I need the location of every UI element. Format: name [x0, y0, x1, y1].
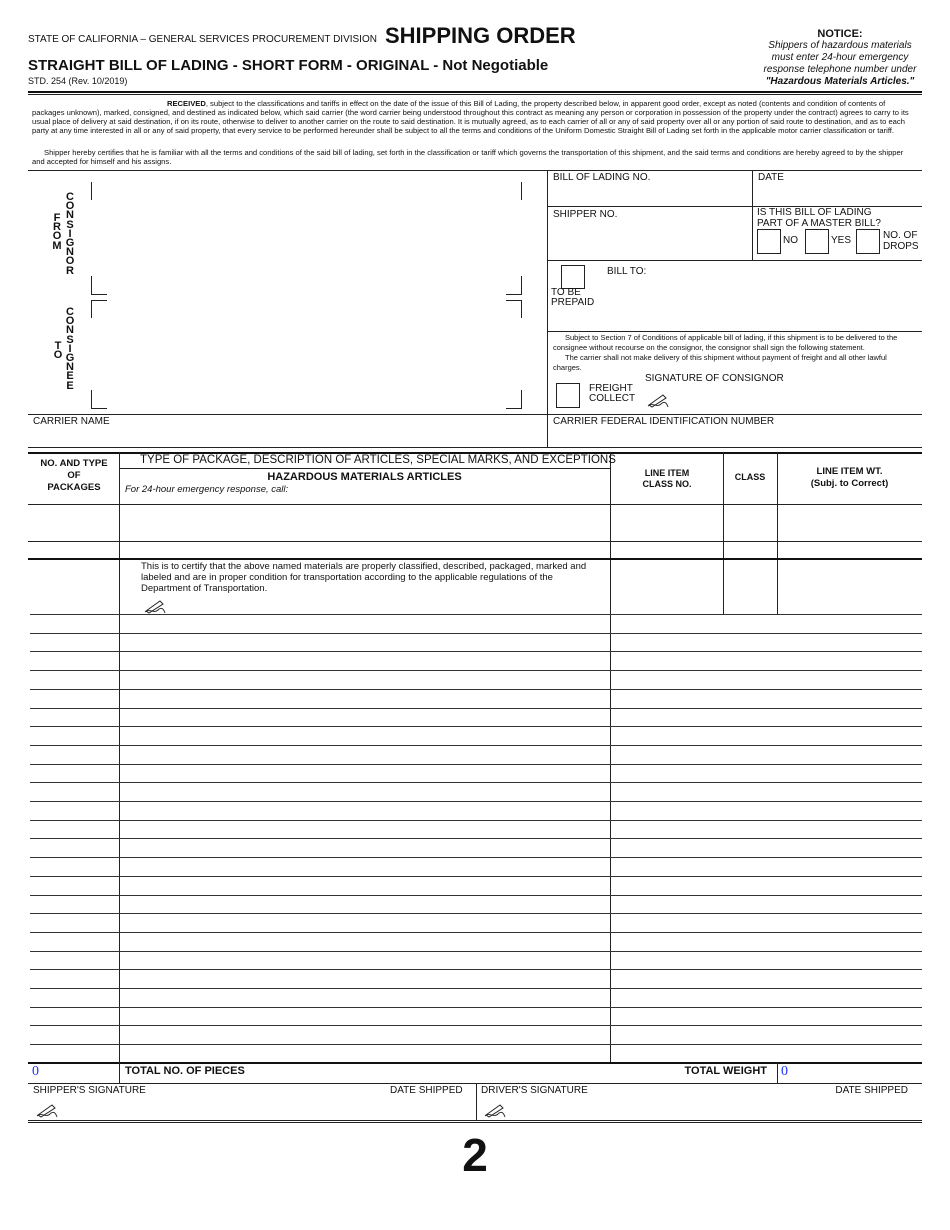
page-number: 2: [462, 1129, 488, 1181]
signature-of-consignor-label: SIGNATURE OF CONSIGNOR: [645, 373, 784, 384]
item-row-rule: [30, 651, 922, 652]
table-row: [28, 541, 922, 542]
total-pieces-label: TOTAL NO. OF PIECES: [125, 1065, 245, 1077]
section7-text-1: Subject to Section 7 of Conditions of applicable bill of lading, if this shipment is to be delivered to the consignee without recourse on the consignor, the consignor shall sign the following statement.: [553, 333, 898, 352]
item-row-rule: [30, 670, 922, 671]
bracket: [91, 182, 92, 200]
notice-line: Shippers of hazardous materials: [768, 40, 912, 51]
item-row-rule: [30, 876, 922, 877]
received-terms: [32, 99, 916, 135]
received-text: , subject to the classifications and tariffs in effect on the date of the issue of this Bill of Lading, the property described below, in apparent good order, except as noted (contents and condition of contents of packages unknown), marked, consigned, and destined as indicated below, which said carrier (the word carrier being understood throughout this contract as meaning any person or corporation in possession of the property under the contract) agrees to carry to its usual place of delivery at said destination, if on its route, otherwise to deliver to another carrier on the route to said destination. It is mutually agreed, as to each carrier of all or any of said property over all or any portion of said route to destination, and as to each party at any time interested in all or any of said property, that every service to be performed hereunder shall be subject to all the terms and conditions of the Uniform Domestic Straight Bill of Lading set forth in the applicable motor carrier classification or tariff.: [32, 99, 909, 135]
item-row-rule: [30, 913, 922, 914]
bracket: [91, 300, 107, 301]
total-weight-value[interactable]: 0: [781, 1064, 788, 1079]
footer-rule: [28, 1122, 922, 1123]
notice-line: response telephone number under: [763, 64, 917, 75]
bracket: [521, 390, 522, 408]
item-row-rule: [30, 782, 922, 783]
item-row-rule: [30, 857, 922, 858]
shipper-certification: Shipper hereby certifies that he is familiar with all the terms and conditions of the said bill of lading, set forth in the classification or tariff which governs the transportation of this shipment, and the said terms and conditions are hereby agreed to by the shipper and accepted for himself and his assigns.: [32, 148, 904, 166]
notice-title: NOTICE:: [817, 28, 863, 40]
section7-statement: [553, 333, 915, 373]
freight-collect-2: COLLECT: [589, 393, 636, 404]
form-id: STD. 254 (Rev. 10/2019): [28, 76, 128, 86]
item-row-rule: [30, 764, 922, 765]
header-divider: [28, 94, 922, 95]
date-label: DATE: [758, 172, 784, 183]
bill-to-label: BILL TO:: [607, 266, 647, 277]
agency-name: STATE OF CALIFORNIA – GENERAL SERVICES PROCUREMENT DIVISION: [28, 34, 377, 45]
col-class-no-1: LINE ITEM: [644, 468, 690, 478]
hazmat-notice: [760, 28, 920, 88]
freight-collect-label: [589, 384, 635, 404]
bracket: [91, 294, 107, 295]
item-row-rule: [30, 708, 922, 709]
received-word: RECEIVED: [167, 99, 206, 108]
col-class-header: CLASS: [734, 472, 766, 482]
bracket: [506, 408, 522, 409]
shipper-no-label: SHIPPER NO.: [553, 209, 618, 220]
panel-divider: [752, 170, 753, 260]
item-row-rule: [30, 988, 922, 989]
col-wt-2: (Subj. to Correct): [810, 478, 889, 489]
item-row-rule: [30, 745, 922, 746]
section-divider: [547, 170, 548, 447]
hazmat-row-bottom: [28, 558, 922, 560]
bracket: [91, 408, 107, 409]
drops-label-1: NO. OF: [883, 230, 918, 241]
total-weight-label: TOTAL WEIGHT: [684, 1065, 767, 1077]
certification-statement: This is to certify that the above named materials are properly classified, described, packaged, marked and labeled and are in proper condition for transportation according to the applicable regulations of the Department of Transportation.: [141, 561, 587, 594]
from-label: F R O M: [52, 212, 62, 252]
item-row-rule: [30, 1007, 922, 1008]
col-packages-3: PACKAGES: [47, 482, 101, 493]
signature-pen-icon[interactable]: [36, 1102, 58, 1118]
item-row-rule: [30, 838, 922, 839]
panel-rule: [547, 331, 922, 332]
bracket: [506, 300, 522, 301]
number-of-drops-field[interactable]: [856, 229, 880, 254]
carrier-fein-label: CARRIER FEDERAL IDENTIFICATION NUMBER: [553, 416, 775, 427]
freight-collect-checkbox[interactable]: [556, 383, 580, 408]
panel-rule: [547, 260, 922, 261]
bracket: [91, 300, 92, 318]
master-bill-no-checkbox[interactable]: [757, 229, 781, 254]
bracket: [521, 300, 522, 318]
to-be-prepaid-label: [551, 288, 594, 308]
date-shipped-label-driver: DATE SHIPPED: [835, 1085, 908, 1096]
to-label: T O: [53, 340, 63, 362]
col-description-header: TYPE OF PACKAGE, DESCRIPTION OF ARTICLES, SPECIAL MARKS, AND EXCEPTIONS: [140, 454, 616, 466]
item-row-rule: [30, 951, 922, 952]
drivers-signature-label: DRIVER'S SIGNATURE: [481, 1085, 588, 1096]
bracket: [506, 294, 522, 295]
item-row-rule: [30, 1044, 922, 1045]
signature-pen-icon[interactable]: [647, 392, 669, 408]
header-rule: [119, 468, 610, 469]
col-divider: [777, 1062, 778, 1083]
item-row-rule: [30, 895, 922, 896]
item-row-rule: [30, 969, 922, 970]
col-divider: [119, 1062, 120, 1083]
master-bill-q1: IS THIS BILL OF LADING: [757, 207, 872, 218]
item-row-rule: [30, 726, 922, 727]
totals-bottom-rule: [28, 1083, 922, 1084]
no-label: NO: [783, 235, 798, 246]
bill-of-lading-no-label: BILL OF LADING NO.: [553, 172, 651, 183]
emergency-response-label: For 24-hour emergency response, call:: [125, 484, 289, 495]
bracket: [91, 276, 92, 294]
table-header-bottom: [28, 504, 922, 505]
section-rule: [28, 414, 922, 415]
signature-pen-icon[interactable]: [144, 598, 166, 614]
carrier-name-label: CARRIER NAME: [33, 416, 110, 427]
item-row-rule: [30, 801, 922, 802]
date-shipped-label: DATE SHIPPED: [390, 1085, 463, 1096]
col-divider: [610, 452, 611, 1062]
col-packages-2: OF: [67, 470, 81, 481]
item-row-rule: [30, 932, 922, 933]
col-packages-1: NO. AND TYPE: [40, 458, 108, 469]
drops-label: [883, 230, 919, 252]
signature-pen-icon[interactable]: [484, 1102, 506, 1118]
footer-divider: [476, 1083, 477, 1120]
item-row-rule: [30, 614, 922, 615]
to-be-prepaid-checkbox[interactable]: [561, 265, 585, 289]
total-pieces-value[interactable]: 0: [32, 1064, 39, 1079]
bracket: [521, 182, 522, 200]
yes-label: YES: [831, 235, 852, 246]
item-row-rule: [30, 689, 922, 690]
consignee-label: C O N S I G N E E: [65, 306, 75, 392]
bracket: [91, 390, 92, 408]
drops-label-2: DROPS: [883, 241, 919, 252]
item-row-rule: [30, 633, 922, 634]
col-class-no-header: [612, 468, 722, 490]
prepaid-label-2: PREPAID: [551, 297, 595, 308]
section-rule: [28, 170, 922, 171]
col-hazmat-header: HAZARDOUS MATERIALS ARTICLES: [267, 471, 462, 483]
col-wt-1: LINE ITEM WT.: [816, 466, 883, 477]
footer-rule: [28, 1120, 922, 1121]
shippers-signature-label: SHIPPER'S SIGNATURE: [33, 1085, 146, 1096]
section-rule: [28, 447, 922, 448]
consignor-label: C O N S I G N O R: [65, 191, 75, 277]
header-divider: [28, 91, 922, 93]
col-class-no-2: CLASS NO.: [642, 479, 692, 489]
item-row-rule: [30, 820, 922, 821]
notice-line: must enter 24-hour emergency: [771, 52, 909, 63]
section7-text-2: The carrier shall not make delivery of this shipment without payment of freight and all other lawful charges.: [553, 353, 887, 372]
col-weight-header: [777, 466, 922, 490]
item-row-rule: [30, 1025, 922, 1026]
freight-collect-1: FREIGHT: [589, 383, 633, 394]
col-divider: [119, 452, 120, 1062]
form-subtitle: STRAIGHT BILL OF LADING - SHORT FORM - ORIGINAL - Not Negotiable: [28, 57, 549, 74]
prepaid-label-1: TO BE: [551, 287, 581, 298]
master-bill-question: [757, 207, 881, 229]
col-packages-header: [30, 458, 118, 494]
bracket: [521, 276, 522, 294]
notice-line: "Hazardous Materials Articles.": [765, 76, 915, 87]
master-bill-q2: PART OF A MASTER BILL?: [757, 218, 881, 229]
master-bill-yes-checkbox[interactable]: [805, 229, 829, 254]
form-title: SHIPPING ORDER: [385, 23, 576, 48]
